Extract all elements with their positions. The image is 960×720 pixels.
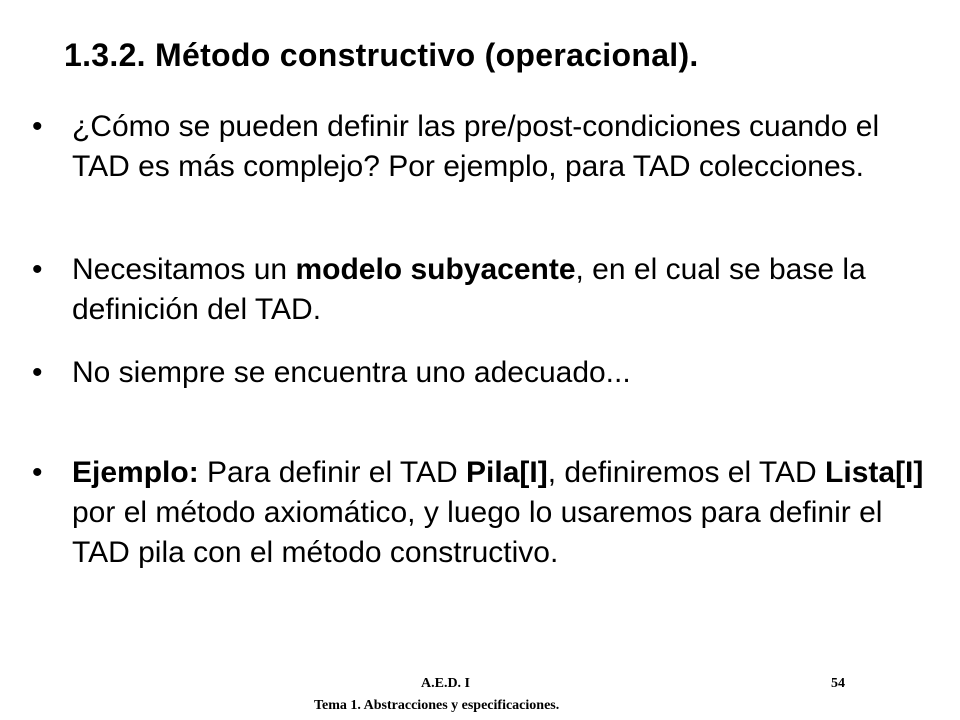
bullet-bold-term: Pila[I] <box>466 456 548 489</box>
bullet-item-pre-post-conditions <box>32 107 932 187</box>
bullet-text: ¿Cómo se pueden definir las pre/post-condiciones cuando el TAD es más complejo? Por ejemplo, para TAD colecciones. <box>72 110 880 183</box>
bullet-bold-term: Lista[I] <box>825 456 924 489</box>
bullet-marker: • <box>32 110 43 143</box>
bullet-text <box>72 250 932 330</box>
bullet-text-segment: por el método axiomático, y luego lo usaremos para definir el TAD pila con el método constructivo. <box>72 496 883 569</box>
bullet-bold-term: modelo subyacente <box>295 253 576 286</box>
bullet-item-underlying-model <box>32 250 932 330</box>
footer-topic: Tema 1. Abstracciones y especificaciones. <box>314 698 560 713</box>
bullet-text-segment: , definiremos el TAD <box>547 456 826 489</box>
bullet-text: No siempre se encuentra uno adecuado... <box>72 356 631 389</box>
slide-title: 1.3.2. Método constructivo (operacional). <box>64 37 699 73</box>
bullet-text-segment: Para definir el TAD <box>198 456 467 489</box>
footer-course: A.E.D. I <box>421 676 471 691</box>
bullet-marker: • <box>32 253 43 286</box>
bullet-text-segment: Necesitamos un <box>72 253 296 286</box>
bullet-marker: • <box>32 356 43 389</box>
bullet-text-segment: , en el cual se base la definición del TAD. <box>72 253 866 326</box>
bullet-marker: • <box>32 456 43 489</box>
bullet-item-not-always-suitable <box>32 353 932 393</box>
bullet-item-example <box>32 453 932 573</box>
bullet-text <box>72 453 932 573</box>
bullet-bold-term: Ejemplo: <box>72 456 199 489</box>
footer-page-number: 54 <box>831 676 845 691</box>
